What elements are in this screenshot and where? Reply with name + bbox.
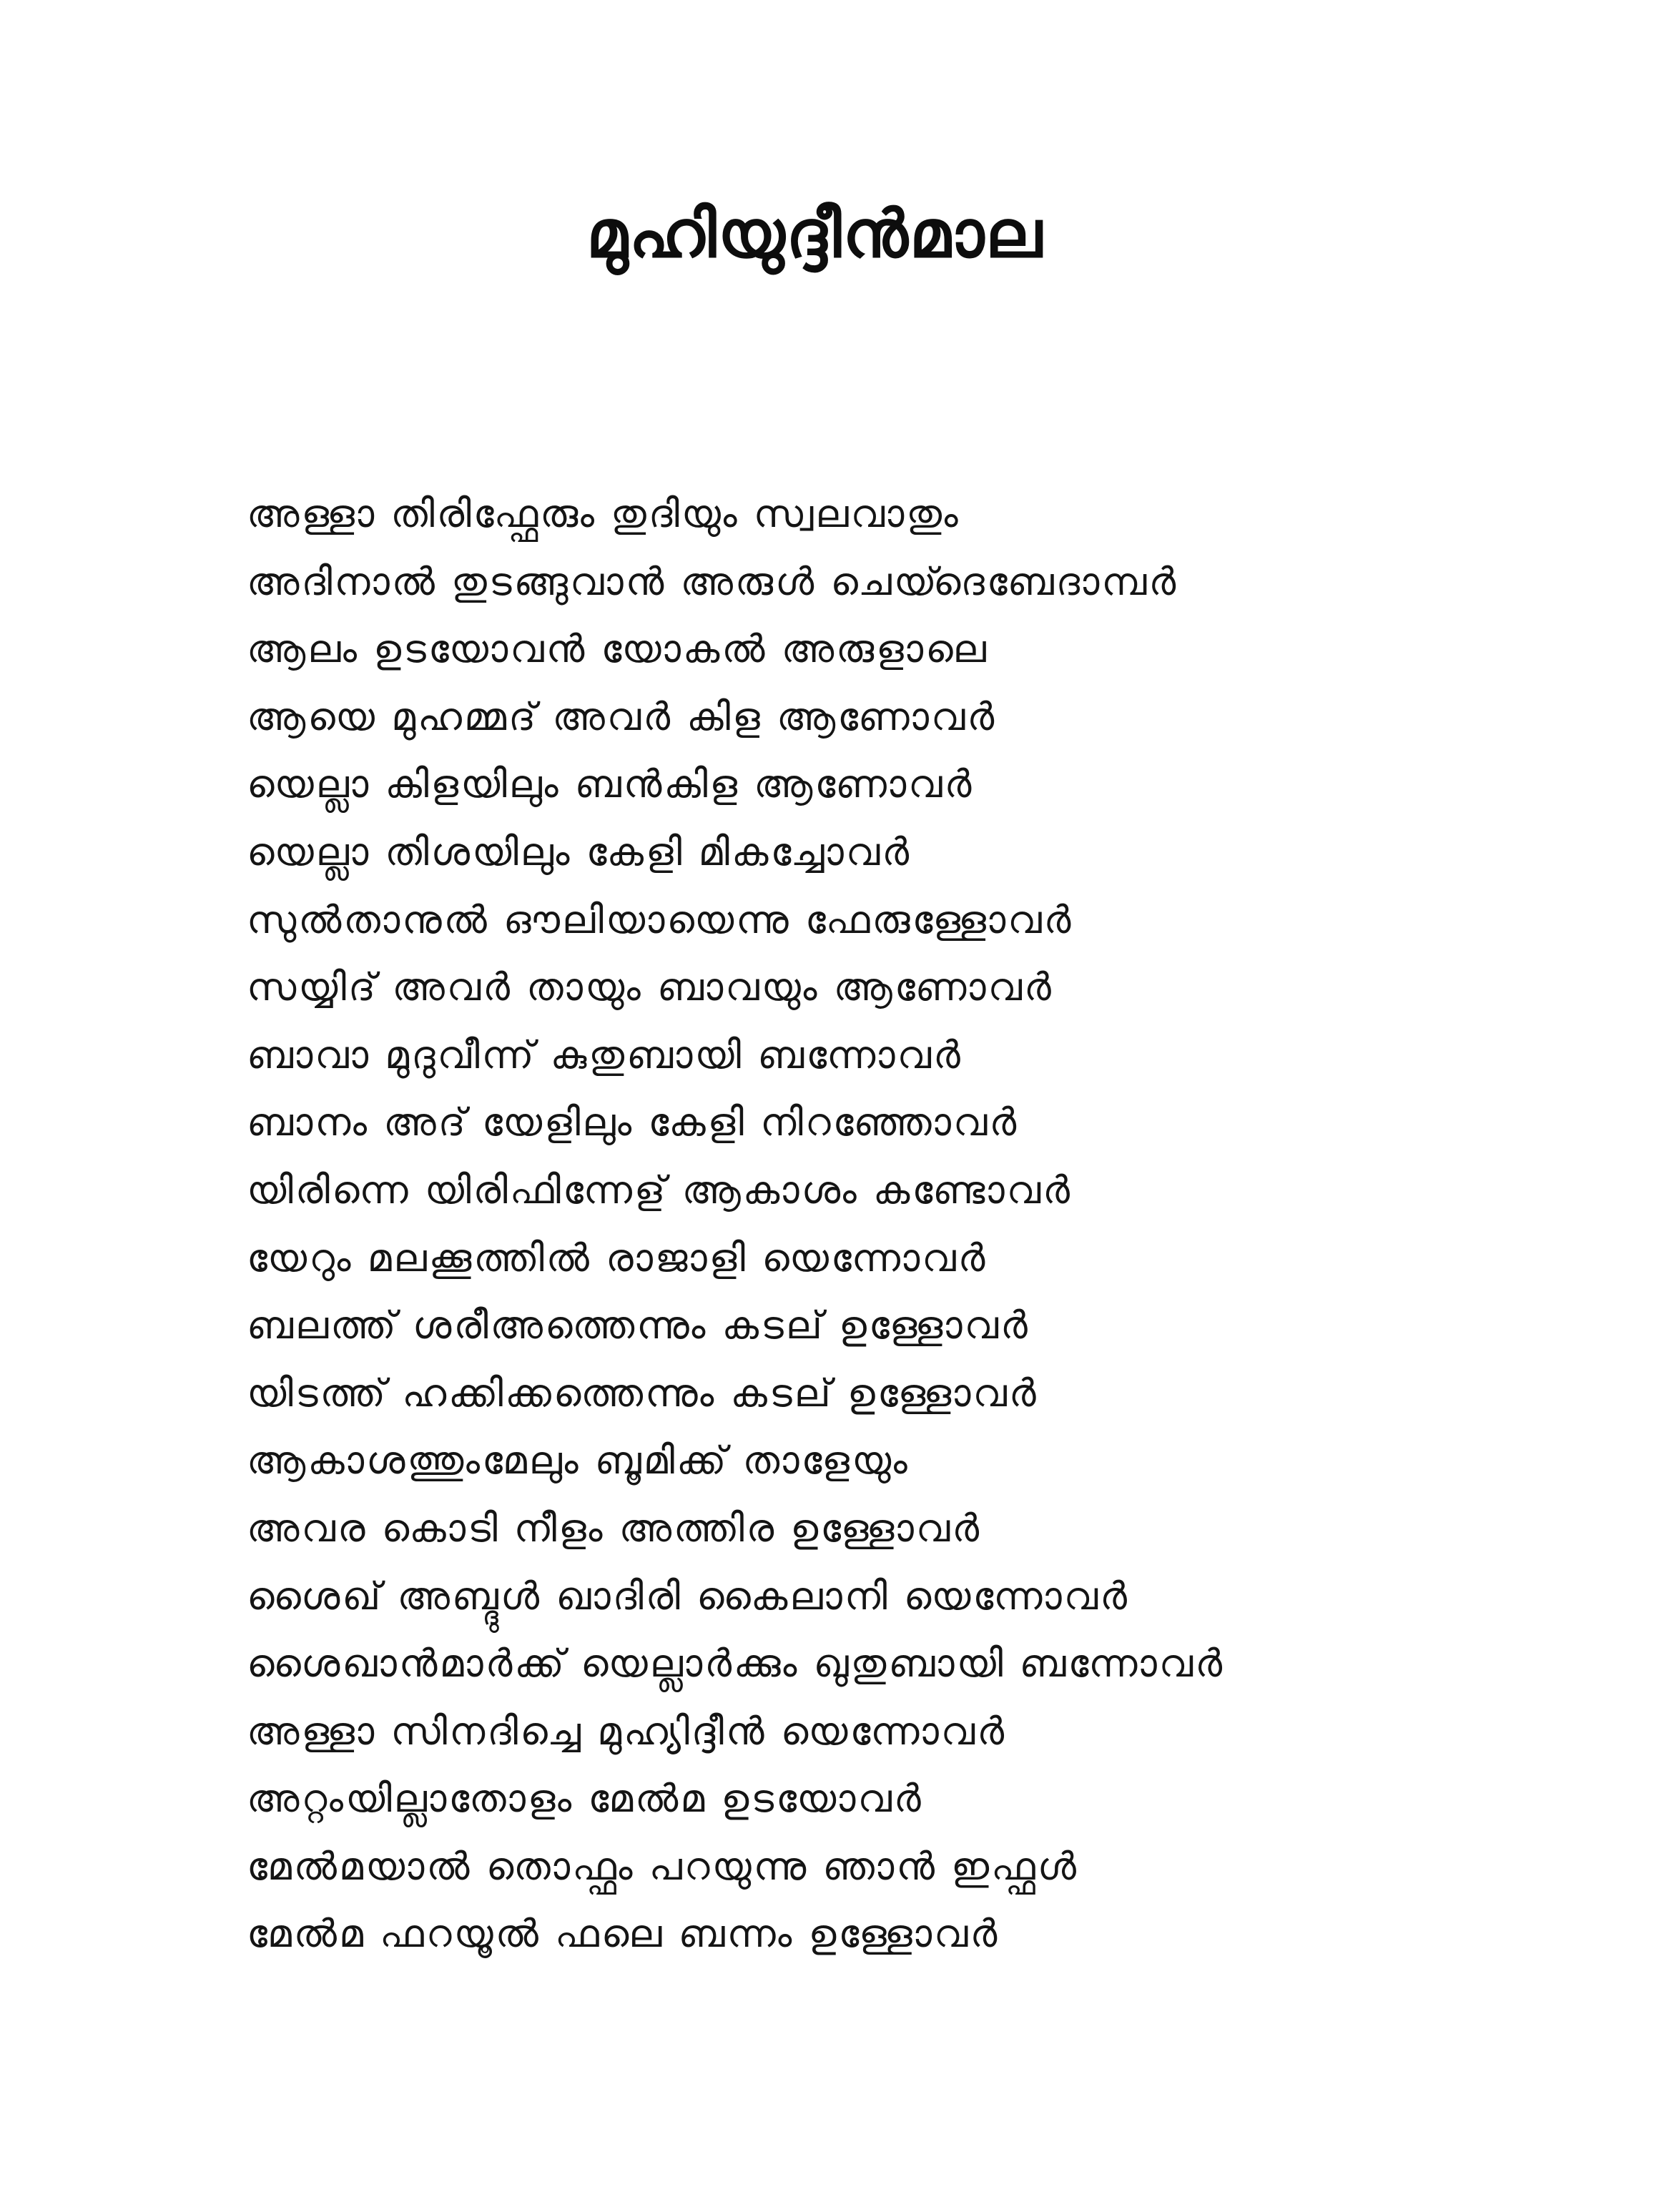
poem-line: അള്ളാ തിരിഫ്ഫേരും തുദിയും സ്വലവാതും (247, 491, 960, 536)
poem-line: മേൽമ ഫറയൂൽ ഫലെ ബന്നം ഉള്ളോവർ (247, 1911, 1000, 1957)
poem-lines (247, 480, 1534, 1968)
poem-line: ശൈഖാൻമാർക്ക് യെല്ലാർക്കും ഖുതുബായി ബന്നോവർ (247, 1641, 1225, 1687)
poem-line: ആയെ മുഹമ്മദ് അവർ കിള ആണോവർ (247, 693, 997, 739)
poem-line: യെല്ലാ തിശയിലും കേളി മികച്ചോവർ (247, 829, 912, 874)
poem-line: അദിനാൽ തുടങ്ങുവാൻ അരുൾ ചെയ്ദെബേദാമ്പർ (247, 558, 1178, 604)
poem-line: അവര കൊടി നീളം അത്തിര ഉള്ളോവർ (247, 1505, 982, 1551)
poem-line: അള്ളാ സിനദിച്ചെ മുഹ്യിദ്ദീൻ യെന്നോവർ (247, 1708, 1007, 1754)
poem-line: സുൽതാനുൽ ഔലിയായെന്നു ഫേരുള്ളോവർ (247, 897, 1073, 942)
poem-line: ആലം ഉടയോവൻ യോകൽ അരുളാലെ (247, 626, 988, 672)
poem-line: ബലത്ത് ശരീഅത്തെന്നും കടല് ഉള്ളോവർ (247, 1303, 1030, 1348)
page-title: മുഹിയുദ്ദീൻമാല (586, 196, 1043, 272)
poem-line: യേറും മലക്കൂത്തിൽ രാജാളി യെന്നോവർ (247, 1235, 988, 1280)
poem-line: യെല്ലാ കിളയിലും ബൻകിള ആണോവർ (247, 761, 974, 807)
poem-line: ബാവാ മുദുവീന്ന് കുതുബായി ബന്നോവർ (247, 1032, 963, 1077)
poem-line: ആകാശത്തുംമേലും ബൂമിക്ക് താളേയും (247, 1438, 910, 1483)
poem-line: അറ്റംയില്ലാതോളം മേൽമ ഉടയോവർ (247, 1776, 923, 1822)
poem-line: മേൽമയാൽ തൊഫ്ഫം പറയുന്നു ഞാൻ ഇഫ്ഫൾ (247, 1843, 1078, 1889)
poem-line: ശൈഖ് അബ്ദുൾ ഖാദിരി കൈലാനി യെന്നോവർ (247, 1573, 1129, 1619)
poem-line: ബാനം അദ് യേളിലും കേളി നിറഞ്ഞോവർ (247, 1100, 1019, 1145)
poem-line: യിരിന്നെ യിരിഫിന്നേള് ആകാശം കണ്ടോവർ (247, 1167, 1072, 1213)
poem-line: സയ്യിദ് അവർ തായും ബാവയും ആണോവർ (247, 964, 1053, 1010)
poem-line: യിടത്ത് ഹക്കിക്കത്തെന്നും കടല് ഉള്ളോവർ (247, 1370, 1038, 1416)
